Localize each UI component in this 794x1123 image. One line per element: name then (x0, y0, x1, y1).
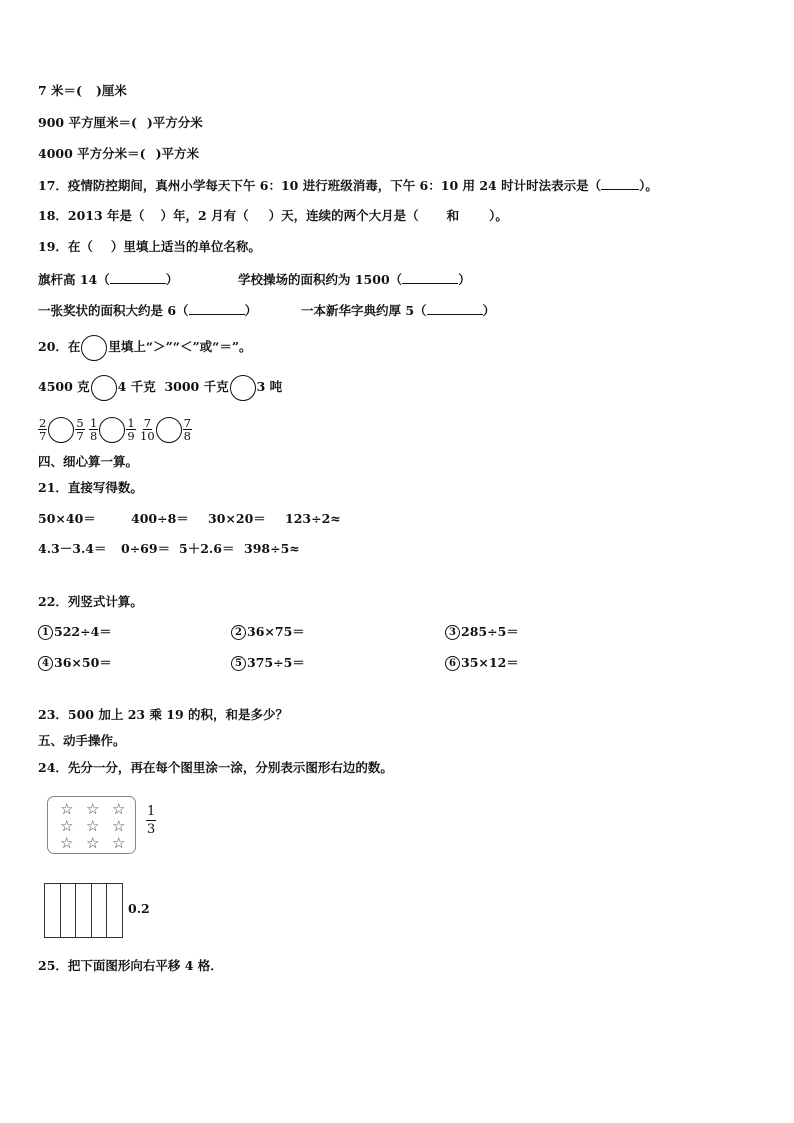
star-icon: ☆ (86, 834, 100, 852)
text: 35×12＝ (461, 655, 519, 670)
compare-circle[interactable] (156, 417, 182, 443)
text: 900 平方厘米＝( (38, 115, 137, 130)
star-icon: ☆ (60, 817, 74, 835)
vertical-calc-item (231, 655, 305, 671)
text: 旗杆高 14（ (38, 272, 110, 287)
text: 20．在 (38, 339, 81, 354)
fraction: $\frac{7}{10}$ (140, 416, 155, 443)
star-icon: ☆ (86, 817, 100, 835)
section-4-heading: 四、细心算一算。 (38, 454, 139, 469)
vertical-calc-item (38, 655, 112, 671)
rect-cell[interactable] (76, 884, 92, 937)
question-19-line-1b (238, 271, 471, 288)
calc-item: 30×20＝ (208, 511, 266, 526)
compare-circle[interactable] (91, 375, 117, 401)
fraction: $\frac{1}{3}$ (147, 804, 156, 837)
text: ） (458, 272, 471, 287)
vertical-calc-item (231, 624, 305, 640)
section-5-heading: 五、动手操作。 (38, 733, 126, 748)
text: 里填上“＞”“＜”或“＝”。 (108, 339, 252, 354)
question-20-row-1 (38, 374, 282, 401)
question-19-title (38, 239, 261, 255)
unit-line-1 (38, 83, 127, 99)
text: 4 千克 (117, 379, 156, 394)
text: )平方米 (155, 146, 199, 161)
vertical-calc-item (445, 624, 519, 640)
fraction: $\frac{2}{7}$ (39, 416, 47, 443)
star-icon: ☆ (112, 817, 126, 835)
answer-blank[interactable] (402, 271, 458, 284)
fraction: $\frac{1}{9}$ (127, 416, 135, 443)
text: 4000 平方分米＝( (38, 146, 146, 161)
star-icon: ☆ (60, 800, 74, 818)
vertical-calc-item (445, 655, 519, 671)
text: ） (165, 272, 179, 287)
calc-item: 4.3－3.4＝ (38, 541, 107, 556)
five-part-rectangle[interactable] (44, 883, 123, 938)
text: ）里填上适当的单位名称。 (110, 239, 261, 254)
item-number: 2 (231, 625, 246, 640)
question-24-title: 24．先分一分，再在每个图里涂一涂，分别表示图形右边的数。 (38, 760, 393, 775)
star-icon: ☆ (86, 800, 100, 818)
answer-blank[interactable] (601, 177, 639, 190)
item-number: 5 (231, 656, 246, 671)
calc-item: 0÷69＝ (121, 541, 171, 556)
text: 285÷5＝ (461, 624, 519, 639)
text: )厘米 (95, 83, 127, 98)
compare-circle[interactable] (230, 375, 256, 401)
text: 和 (446, 208, 460, 223)
calc-item: 50×40＝ (38, 511, 96, 526)
unit-line-2 (38, 115, 203, 131)
compare-circle (81, 335, 107, 361)
question-17 (38, 177, 658, 194)
text: ）天，连续的两个大月是（ (268, 208, 419, 223)
text: ）年，2 月有（ (160, 208, 249, 223)
answer-blank[interactable] (427, 302, 483, 315)
vertical-calc-item (38, 624, 112, 640)
item-number: 4 (38, 656, 53, 671)
text: ）。 (639, 178, 658, 193)
star-grid-figure[interactable] (47, 796, 136, 854)
calc-item: 398÷5≈ (244, 541, 300, 556)
question-19-line-1 (38, 271, 178, 288)
text: 一本新华字典约厚 5（ (301, 303, 427, 318)
question-20-row-2 (38, 415, 192, 443)
text: ） (482, 303, 496, 318)
fraction: $\frac{1}{8}$ (90, 416, 98, 443)
calc-item: 123÷2≈ (285, 511, 341, 526)
text: 19．在（ (38, 239, 93, 254)
calc-item: 5＋2.6＝ (179, 541, 235, 556)
text: 4500 克 (38, 379, 90, 394)
decimal-label: 0.2 (128, 901, 150, 916)
answer-blank[interactable] (110, 271, 166, 284)
text: 375÷5＝ (247, 655, 305, 670)
question-19-line-2 (38, 302, 257, 319)
question-20-title (38, 334, 252, 361)
text: 7 米＝( (38, 83, 82, 98)
question-19-line-2b (301, 302, 495, 319)
question-21-title: 21．直接写得数。 (38, 480, 143, 495)
calc-item: 400÷8＝ (131, 511, 189, 526)
compare-circle[interactable] (48, 417, 74, 443)
rect-cell[interactable] (61, 884, 77, 937)
item-number: 3 (445, 625, 460, 640)
fraction: $\frac{7}{8}$ (183, 416, 191, 443)
fraction-label (146, 803, 156, 838)
item-number: 6 (445, 656, 460, 671)
star-icon: ☆ (112, 800, 126, 818)
question-25: 25．把下面图形向右平移 4 格． (38, 958, 223, 973)
text: 一张奖状的面积大约是 6（ (38, 303, 189, 318)
text: ）。 (489, 208, 508, 223)
text: 3000 千克 (164, 379, 229, 394)
text: )平方分米 (146, 115, 203, 130)
text: 36×50＝ (54, 655, 112, 670)
text: 学校操场的面积约为 1500（ (238, 272, 403, 287)
compare-circle[interactable] (99, 417, 125, 443)
question-23: 23．500 加上 23 乘 19 的积，和是多少？ (38, 707, 289, 722)
answer-blank[interactable] (189, 302, 245, 315)
rect-cell[interactable] (92, 884, 108, 937)
text: 17．疫情防控期间，真州小学每天下午 6：10 进行班级消毒，下午 6：10 用 24 时计时法表示是（ (38, 178, 602, 193)
star-icon: ☆ (60, 834, 74, 852)
text: 3 吨 (256, 379, 283, 394)
unit-line-3 (38, 146, 199, 162)
text: 36×75＝ (247, 624, 305, 639)
text: 18．2013 年是（ (38, 208, 145, 223)
item-number: 1 (38, 625, 53, 640)
rect-cell[interactable] (107, 884, 122, 937)
question-18 (38, 208, 508, 224)
fraction: $\frac{5}{7}$ (76, 416, 84, 443)
rect-cell[interactable] (45, 884, 61, 937)
question-22-title: 22．列竖式计算。 (38, 594, 143, 609)
star-icon: ☆ (112, 834, 126, 852)
text: ） (244, 303, 258, 318)
text: 522÷4＝ (54, 624, 112, 639)
